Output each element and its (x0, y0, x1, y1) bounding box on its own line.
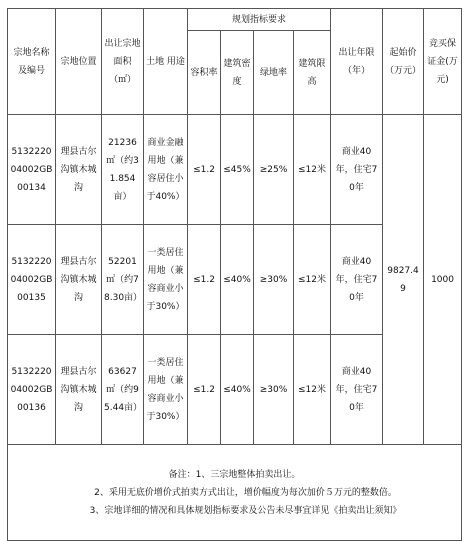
far-cell: ≤1.2 (188, 335, 221, 445)
header-far: 容积率 (188, 31, 221, 115)
header-density: 建筑密度 (221, 31, 254, 115)
height-cell: ≤12米 (294, 335, 331, 445)
header-height: 建筑限高 (294, 31, 331, 115)
header-area: 出让宗地面积（㎡） (102, 9, 144, 115)
start-price-cell: 9827.49 (383, 115, 424, 445)
header-term: 出让年限（年） (331, 9, 383, 115)
land-use-cell: 商业金融用地（兼容居住小于40%） (144, 115, 188, 225)
parcel-no-cell: 513222004002GB00136 (8, 335, 56, 445)
green-cell: ≥30% (254, 225, 294, 335)
term-cell: 商业40年，住宅70年 (331, 115, 383, 225)
header-parcel-no: 宗地名称及编号 (8, 9, 56, 115)
land-use-cell: 一类居住用地（兼容商业小于30%） (144, 225, 188, 335)
area-cell: 52201㎡（约78.30亩） (102, 225, 144, 335)
density-cell: ≤40% (221, 225, 254, 335)
note-1: 备注：1、三宗地整体拍卖出让。 (168, 469, 301, 480)
height-cell: ≤12米 (294, 225, 331, 335)
green-cell: ≥30% (254, 335, 294, 445)
density-cell: ≤45% (221, 115, 254, 225)
header-deposit: 竞买保证金(万元) (424, 9, 462, 115)
far-cell: ≤1.2 (188, 115, 221, 225)
location-cell: 理县古尔沟镇木城沟 (56, 225, 102, 335)
density-cell: ≤40% (221, 335, 254, 445)
location-cell: 理县古尔沟镇木城沟 (56, 115, 102, 225)
note-2: 2、采用无底价增价式拍卖方式出让，增价幅度为每次加价５万元的整数倍。 (94, 487, 397, 498)
area-cell: 63627㎡（约95.44亩） (102, 335, 144, 445)
term-cell: 商业40年，住宅70年 (331, 335, 383, 445)
notes-row (8, 445, 462, 541)
header-planning: 规划指标要求 (188, 9, 331, 31)
parcel-no-cell: 513222004002GB00134 (8, 115, 56, 225)
area-cell: 21236㎡（约31.854亩） (102, 115, 144, 225)
header-green: 绿地率 (254, 31, 294, 115)
note-3: 3、宗地详细的情况和具体规划指标要求及公告未尽事宜详见《拍卖出让须知》 (89, 505, 402, 516)
location-cell: 理县古尔沟镇木城沟 (56, 335, 102, 445)
land-use-cell: 一类居住用地（兼容商业小于30%） (144, 335, 188, 445)
table-row (8, 115, 462, 225)
green-cell: ≥25% (254, 115, 294, 225)
term-cell: 商业40年，住宅70年 (331, 225, 383, 335)
parcel-no-cell: 513222004002GB00135 (8, 225, 56, 335)
height-cell: ≤12米 (294, 115, 331, 225)
header-location: 宗地位置 (56, 9, 102, 115)
header-land-use: 土地 用途 (144, 9, 188, 115)
land-auction-table (7, 8, 462, 541)
deposit-cell: 1000 (424, 115, 462, 445)
header-start-price: 起始价（万元） (383, 9, 424, 115)
notes-cell (8, 445, 462, 541)
far-cell: ≤1.2 (188, 225, 221, 335)
